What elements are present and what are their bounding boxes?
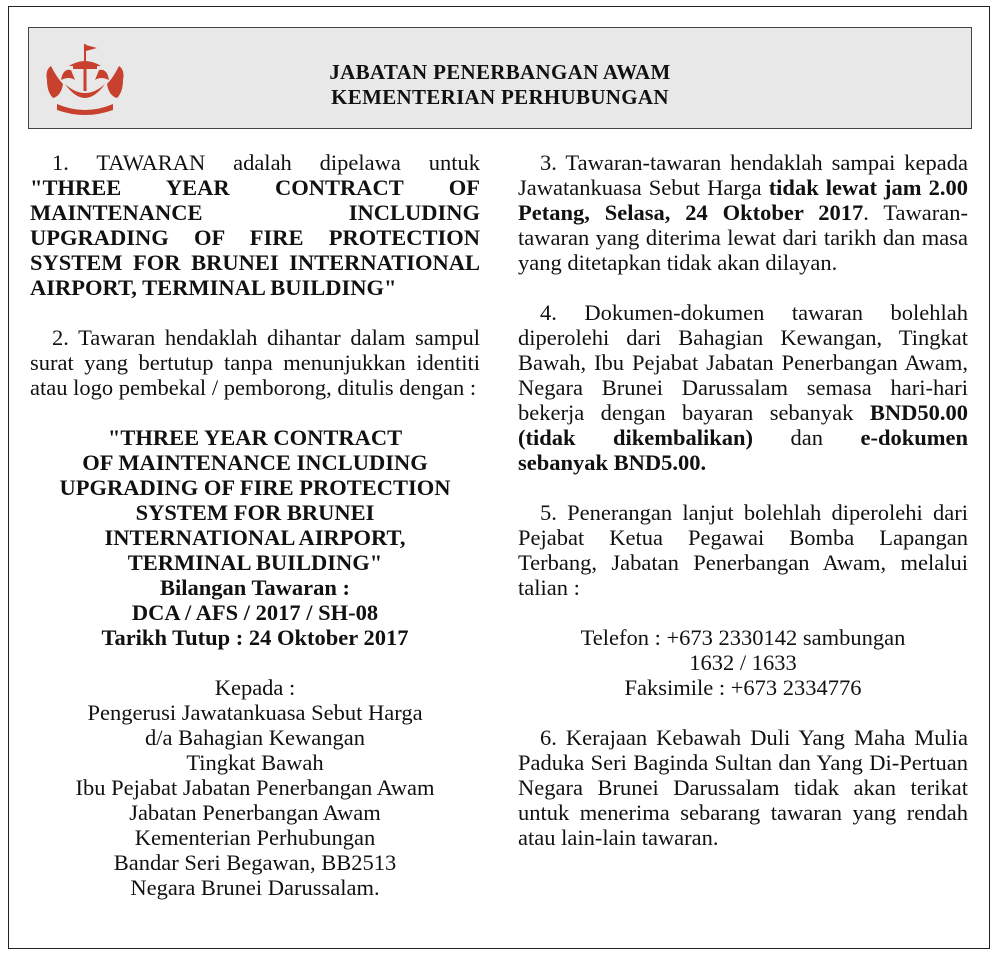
p3-text: . Tawaran-tawaran yang diterima lewat dari tarikh dan masa yang ditetapkan tidak akan dilayan. (518, 200, 968, 275)
address-line: d/a Bahagian Kewangan (145, 725, 365, 750)
envelope-line: OF MAINTENANCE INCLUDING (82, 450, 428, 475)
fax-line: Faksimile : +673 2334776 (624, 675, 862, 700)
paragraph-1 (30, 150, 480, 300)
envelope-label (30, 425, 480, 650)
envelope-line: INTERNATIONAL AIRPORT, (104, 525, 406, 550)
address-line: Bandar Seri Begawan, BB2513 (113, 850, 397, 875)
telephone-line: Telefon : +673 2330142 sambungan (580, 625, 906, 650)
paragraph-2: 2. Tawaran hendaklah dihantar dalam sampul surat yang bertutup tanpa menunjukkan identiti atau logo pembekal / pemborong, ditulis dengan : (30, 325, 480, 400)
right-column (518, 150, 968, 850)
p1-intro: 1. TAWARAN adalah dipelawa untuk (52, 150, 480, 175)
paragraph-4 (518, 300, 968, 475)
notice-header (28, 27, 972, 129)
address-line: Jabatan Penerbangan Awam (129, 800, 381, 825)
envelope-line: "THREE YEAR CONTRACT (107, 425, 403, 450)
header-line1: JABATAN PENERBANGAN AWAM (329, 60, 671, 84)
p3-deadline: tidak lewat jam 2.00 Petang, Selasa, 24 Oktober 2017 (518, 175, 968, 225)
address-block (30, 675, 480, 900)
extension-line: 1632 / 1633 (689, 650, 797, 675)
address-line: Kepada : (214, 675, 296, 700)
address-line: Tingkat Bawah (186, 750, 324, 775)
p4-fee: BND50.00 (tidak dikembalikan) (518, 400, 968, 450)
p4-text: 4. Dokumen-dokumen tawaran bolehlah diperolehi dari Bahagian Kewangan, Tingkat Bawah, Ibu Pejabat Jabatan Penerbangan Awam, Negara Brunei Darussalam semasa hari-hari bekerja dengan bayaran sebanyak (518, 300, 968, 425)
p4-text: dan (753, 425, 861, 450)
header-title (29, 60, 971, 110)
p4-edocument-fee: e-dokumen sebanyak BND5.00. (518, 425, 968, 475)
envelope-line: SYSTEM FOR BRUNEI (135, 500, 375, 525)
address-line: Negara Brunei Darussalam. (130, 875, 380, 900)
address-line: Pengerusi Jawatankuasa Sebut Harga (87, 700, 423, 725)
paragraph-3 (518, 150, 968, 275)
paragraph-5: 5. Penerangan lanjut bolehlah diperolehi dari Pejabat Ketua Pegawai Bomba Lapangan Terbang, Jabatan Penerbangan Awam, melalui talian : (518, 500, 968, 600)
contact-block (518, 625, 968, 700)
header-line2: KEMENTERIAN PERHUBUNGAN (331, 85, 669, 109)
p1-contract-title: "THREE YEAR CONTRACT OF MAINTENANCE INCLUDING UPGRADING OF FIRE PROTECTION SYSTEM FOR BRUNEI INTERNATIONAL AIRPORT, TERMINAL BUILDING" (30, 175, 480, 300)
envelope-line: TERMINAL BUILDING" (127, 550, 383, 575)
address-line: Kementerian Perhubungan (134, 825, 376, 850)
p3-text: 3. Tawaran-tawaran hendaklah sampai kepada Jawatankuasa Sebut Harga (518, 150, 968, 200)
tender-number-label: Bilangan Tawaran : (159, 575, 351, 600)
tender-number: DCA / AFS / 2017 / SH-08 (131, 600, 379, 625)
closing-date: Tarikh Tutup : 24 Oktober 2017 (101, 625, 409, 650)
paragraph-6: 6. Kerajaan Kebawah Duli Yang Maha Mulia Paduka Seri Baginda Sultan dan Yang Di-Pertuan Negara Brunei Darussalam tidak akan terikat untuk menerima sebarang tawaran yang rendah atau lain-lain tawaran. (518, 725, 968, 850)
envelope-line: UPGRADING OF FIRE PROTECTION (59, 475, 451, 500)
left-column (30, 150, 480, 900)
address-line: Ibu Pejabat Jabatan Penerbangan Awam (75, 775, 435, 800)
